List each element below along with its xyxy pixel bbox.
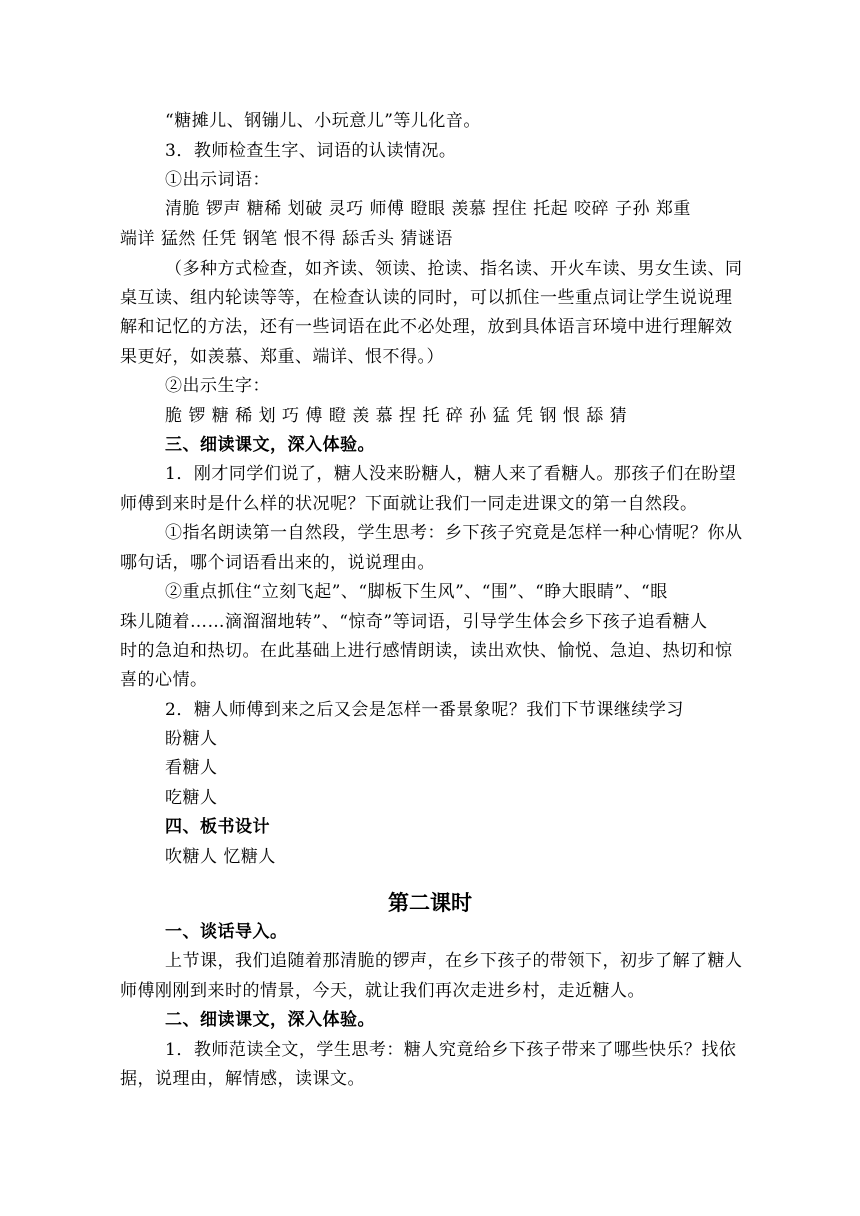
vocabulary-line: 清脆 锣声 糖稀 划破 灵巧 师傅 瞪眼 羡慕 捏住 托起 咬碎 子孙 郑重: [165, 199, 691, 219]
text-line: 解和记忆的方法，还有一些词语在此不必处理，放到具体语言环境中进行理解效: [120, 317, 733, 337]
text-line: 3．教师检查生字、词语的认读情况。: [165, 141, 457, 161]
text-line: 喜的心情。: [120, 670, 208, 690]
lesson-title: 第二课时: [388, 890, 472, 915]
section-heading: 二、细读课文，深入体验。: [165, 1010, 375, 1030]
text-line: 师傅刚刚到来时的情景，今天，就让我们再次走进乡村，走近糖人。: [120, 981, 645, 1001]
text-line: 1．刚才同学们说了，糖人没来盼糖人，糖人来了看糖人。那孩子们在盼望: [165, 464, 737, 484]
text-line: 据，说理由，解情感，读课文。: [120, 1069, 365, 1089]
text-line: 上节课，我们追随着那清脆的锣声，在乡下孩子的带领下，初步了解了糖人: [165, 951, 743, 971]
section-heading: 四、板书设计: [165, 817, 270, 837]
text-line: “糖摊儿、钢镚儿、小玩意儿”等儿化音。: [165, 111, 481, 131]
board-item: 看糖人: [165, 758, 218, 778]
text-line: （多种方式检查，如齐读、领读、抢读、指名读、开火车读、男女生读、同: [165, 259, 743, 279]
board-item: 盼糖人: [165, 729, 218, 749]
text-line: 果更好，如羡慕、郑重、端详、恨不得。）: [120, 347, 444, 367]
text-line: 珠儿随着……滴溜溜地转”、“惊奇”等词语，引导学生体会乡下孩子追看糖人: [120, 612, 708, 632]
vocabulary-line: 端详 猛然 任凭 钢笔 恨不得 舔舌头 猜谜语: [120, 229, 453, 249]
board-item: 吹糖人 忆糖人: [165, 847, 276, 867]
text-line: 时的急迫和热切。在此基础上进行感情朗读，读出欢快、愉悦、急迫、热切和惊: [120, 641, 733, 661]
text-line: 哪句话，哪个词语看出来的，说说理由。: [120, 553, 435, 573]
section-heading: 三、细读课文，深入体验。: [165, 435, 375, 455]
board-item: 吃糖人: [165, 788, 218, 808]
text-line: 1．教师范读全文，学生思考：糖人究竟给乡下孩子带来了哪些快乐？找依: [165, 1040, 737, 1060]
text-line: ①出示词语：: [165, 170, 270, 190]
text-line: 2．糖人师傅到来之后又会是怎样一番景象呢？我们下节课继续学习: [165, 700, 684, 720]
text-line: ②出示生字：: [165, 376, 270, 396]
characters-line: 脆 锣 糖 稀 划 巧 傅 瞪 羡 慕 捏 托 碎 孙 猛 凭 钢 恨 舔 猜: [165, 406, 628, 426]
text-line: 桌互读、组内轮读等等，在检查认读的同时，可以抓住一些重点词让学生说说理: [120, 288, 733, 308]
text-line: ②重点抓住“立刻飞起”、“脚板下生风”、“围”、“睁大眼睛”、“眼: [165, 582, 668, 602]
section-heading: 一、谈话导入。: [165, 922, 288, 942]
text-line: 师傅到来时是什么样的状况呢？下面就让我们一同走进课文的第一自然段。: [120, 494, 698, 514]
text-line: ①指名朗读第一自然段，学生思考：乡下孩子究竟是怎样一种心情呢？你从: [165, 523, 743, 543]
